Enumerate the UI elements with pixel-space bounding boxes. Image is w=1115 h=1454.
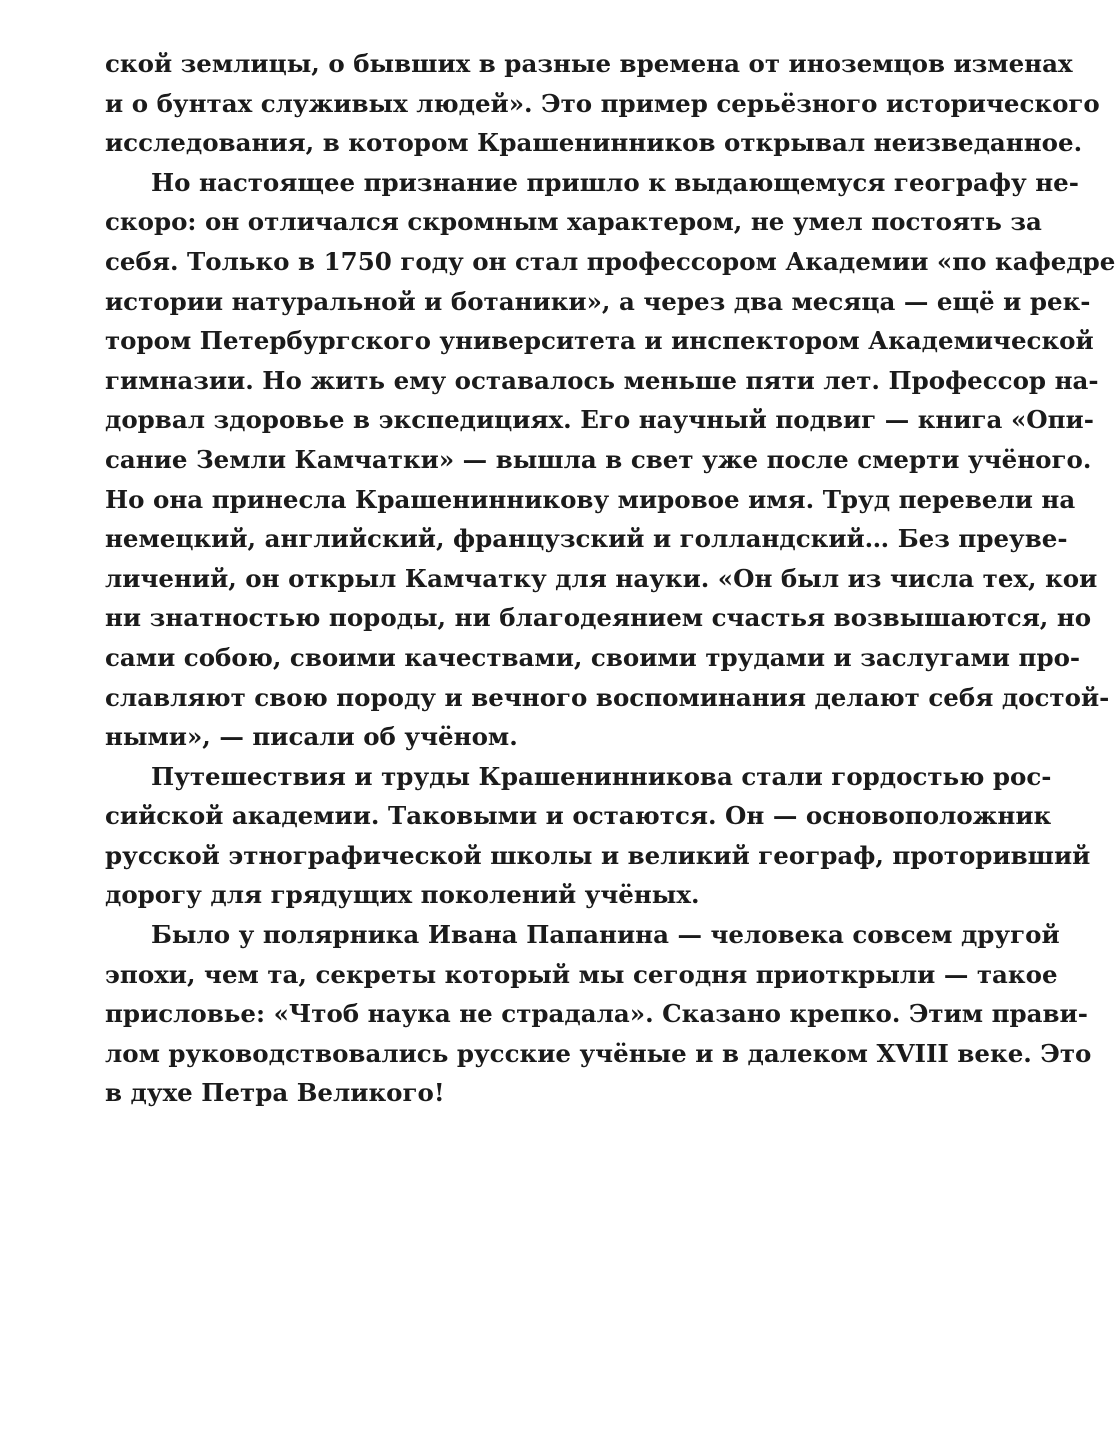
- text-line: исследования, в котором Крашенинников открывал неизведанное.: [105, 128, 1083, 158]
- document-page: [105, 44, 1115, 1113]
- text-line: дорвал здоровье в экспедициях. Его научный подвиг — книга «Опи-: [105, 405, 1094, 435]
- text-line: скоро: он отличался скромным характером, не умел постоять за: [105, 207, 1042, 237]
- text-line: лом руководствовались русские учёные и в далеком XVIII веке. Это: [105, 1038, 1092, 1068]
- text-line: присловье: «Чтоб наука не страдала». Сказано крепко. Этим прави-: [105, 999, 1088, 1029]
- paragraph-3: [105, 757, 1091, 915]
- text-line: себя. Только в 1750 году он стал профессором Академии «по кафедре: [105, 246, 1115, 276]
- text-line: и о бунтах служивых людей». Это пример серьёзного исторического: [105, 88, 1100, 118]
- text-line: ни знатностью породы, ни благодеянием счастья возвышаются, но: [105, 603, 1092, 633]
- text-line: дорогу для грядущих поколений учёных.: [105, 880, 700, 910]
- text-line: славляют свою породу и вечного воспоминания делают себя достой-: [105, 682, 1110, 712]
- text-line: Было у полярника Ивана Папанина — человека совсем другой: [151, 920, 1060, 950]
- text-line: Но она принесла Крашенинникову мировое имя. Труд перевели на: [105, 484, 1076, 514]
- text-line: личений, он открыл Камчатку для науки. «Он был из числа тех, кои: [105, 563, 1098, 593]
- text-line: тором Петербургского университета и инспектором Академической: [105, 326, 1094, 356]
- text-line: сание Земли Камчатки» — вышла в свет уже после смерти учёного.: [105, 444, 1092, 474]
- text-line: сийской академии. Таковыми и остаются. Он — основоположник: [105, 801, 1052, 831]
- text-line: немецкий, английский, французский и голландский… Без преуве-: [105, 524, 1068, 554]
- text-line: Путешествия и труды Крашенинникова стали гордостью рос-: [151, 761, 1052, 791]
- text-line: истории натуральной и ботаники», а через два месяца — ещё и рек-: [105, 286, 1091, 316]
- text-line: русской этнографической школы и великий географ, проторивший: [105, 840, 1091, 870]
- text-line: в духе Петра Великого!: [105, 1078, 445, 1108]
- paragraph-1: [105, 44, 1100, 163]
- text-line: сами собою, своими качествами, своими трудами и заслугами про-: [105, 642, 1081, 672]
- text-line: гимназии. Но жить ему оставалось меньше пяти лет. Профессор на-: [105, 365, 1099, 395]
- paragraph-4: [105, 915, 1092, 1113]
- paragraph-2: [105, 163, 1115, 757]
- text-line: Но настоящее признание пришло к выдающемуся географу не-: [151, 167, 1079, 197]
- text-line: эпохи, чем та, секреты который мы сегодня приоткрыли — такое: [105, 959, 1058, 989]
- text-line: ными», — писали об учёном.: [105, 722, 518, 752]
- text-line: ской землицы, о бывших в разные времена от иноземцов изменах: [105, 49, 1073, 78]
